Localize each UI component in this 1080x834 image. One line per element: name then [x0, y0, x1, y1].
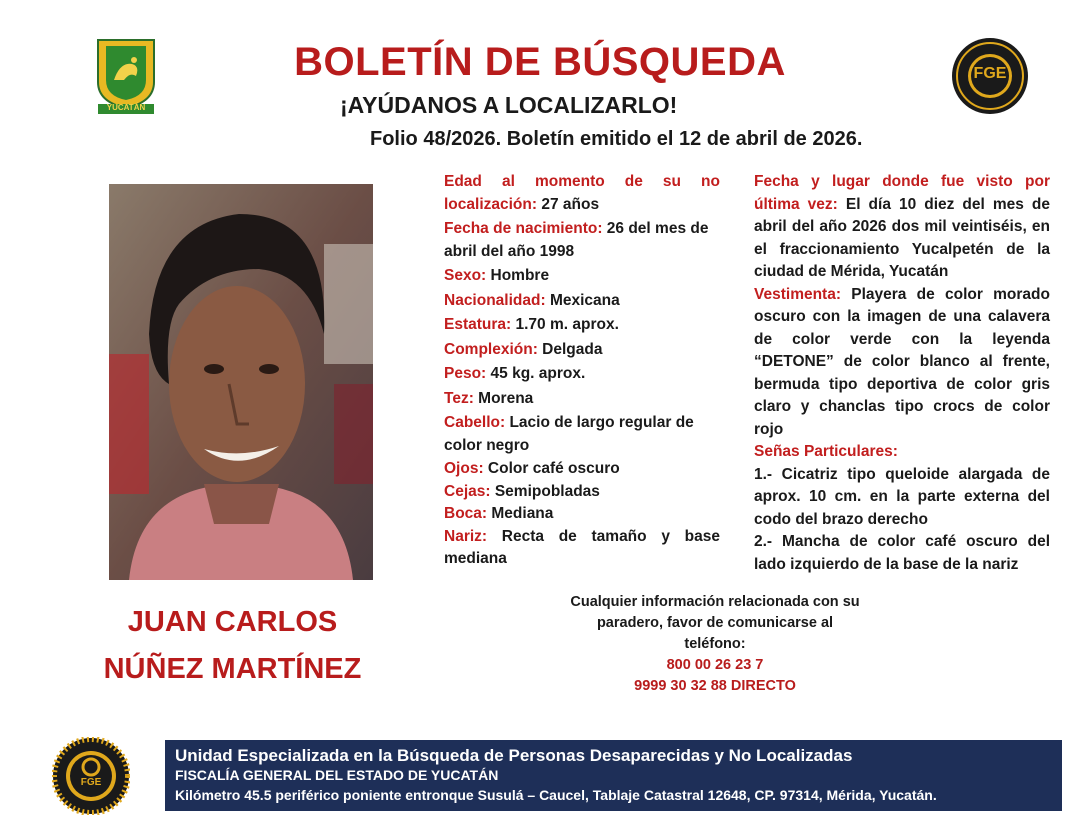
detail-hair [444, 412, 720, 457]
bottom-seal-label: FGE [80, 777, 102, 788]
detail-last-seen [754, 171, 1050, 284]
contact-line: paradero, favor de comunicarse al [596, 615, 834, 631]
detail-value: El día 10 diez del mes de abril del año 2026 dos mil veintiséis, en el fraccionamiento Yucalpetén de la ciudad de Mérida, Yucatán [754, 195, 1051, 280]
detail-value: Semipobladas [490, 482, 600, 500]
detail-mark-2: 2.- Mancha de color café oscuro del lado izquierdo de la base de la nariz [754, 533, 1050, 573]
person-name-first: JUAN CARLOS [127, 606, 338, 638]
detail-nationality [444, 290, 720, 313]
detail-value: Color café oscuro [483, 460, 620, 477]
detail-mouth [444, 503, 720, 526]
detail-build [444, 339, 720, 362]
detail-value: 1.70 m. aprox. [511, 316, 619, 333]
detail-marks-heading [754, 441, 1050, 464]
detail-value: Recta de tamaño y base mediana [444, 527, 720, 567]
detail-value: 45 kg. aprox. [486, 365, 586, 382]
footer-banner [165, 740, 1062, 811]
detail-weight [444, 363, 720, 386]
detail-value: Lacio de largo regular de color negro [444, 414, 694, 454]
detail-eyes [444, 458, 720, 481]
detail-value: Hombre [486, 267, 550, 284]
detail-clothing [754, 284, 1050, 442]
detail-label: Estatura: [444, 316, 512, 333]
detail-label: Sexo: [444, 267, 487, 284]
detail-label: Fecha y lugar donde fue visto por última vez: [754, 173, 1050, 213]
detail-label: Señas Particulares: [754, 443, 898, 460]
footer-address: Kilómetro 45.5 periférico poniente entronque Susulá – Caucel, Tablaje Catastral 12648, CP. 97314, Mérida, Yucatán. [175, 787, 937, 803]
detail-label: Ojos: [444, 460, 484, 477]
person-name-last: NÚÑEZ MARTÍNEZ [103, 653, 362, 685]
detail-value: Delgada [537, 340, 603, 358]
detail-label: Nacionalidad: [444, 291, 546, 309]
detail-complexion [444, 388, 720, 411]
missing-person-photo [109, 184, 373, 580]
detail-value: Morena [473, 389, 534, 407]
detail-label: Vestimenta: [754, 285, 842, 303]
detail-value: 26 del mes de abril del año 1998 [444, 220, 709, 260]
footer-unit-name: Unidad Especializada en la Búsqueda de Personas Desaparecidas y No Localizadas [175, 746, 853, 765]
bulletin-title: BOLETÍN DE BÚSQUEDA [294, 40, 786, 84]
contact-phone: 9999 30 32 88 DIRECTO [634, 678, 796, 694]
detail-label: Fecha de nacimiento: [444, 220, 603, 237]
detail-eyebrows [444, 481, 720, 504]
contact-phone: 800 00 26 23 7 [666, 657, 764, 673]
contact-line: Cualquier información relacionada con su [570, 594, 860, 610]
detail-value: Mexicana [545, 291, 620, 309]
fge-seal-label: FGE [973, 65, 1007, 82]
fge-bottom-seal-logo [52, 737, 130, 815]
detail-nose [444, 526, 720, 571]
detail-age [444, 171, 720, 216]
detail-birthdate [444, 218, 720, 263]
detail-mark-1: 1.- Cicatriz tipo queloide alargada de aprox. 10 cm. en la parte externa del codo del brazo derecho [754, 465, 1050, 528]
crest-caption: YUCATÁN [106, 103, 146, 112]
footer-agency-name: FISCALÍA GENERAL DEL ESTADO DE YUCATÁN [175, 767, 499, 783]
detail-height [444, 314, 720, 337]
detail-sex [444, 265, 720, 288]
detail-value: Mediana [487, 505, 554, 522]
detail-label: Cejas: [444, 482, 491, 500]
folio-line: Folio 48/2026. Boletín emitido el 12 de abril de 2026. [370, 128, 863, 150]
detail-label: Peso: [444, 365, 487, 382]
details-right-column [754, 171, 1050, 576]
detail-label: Nariz: [444, 527, 488, 545]
contact-line: teléfono: [684, 636, 746, 652]
detail-value: Playera de color morado oscuro con la imagen de una calavera de color verde con la leyenda “DETONE” de color blanco al frente, bermuda tipo deportiva de color gris claro y chanclas tipo crocs de color rojo [754, 285, 1050, 438]
detail-label: Tez: [444, 389, 474, 407]
detail-label: Complexión: [444, 340, 538, 358]
detail-label: Boca: [444, 505, 488, 522]
bulletin-subtitle: ¡AYÚDANOS A LOCALIZARLO! [340, 92, 678, 118]
contact-block [520, 592, 910, 697]
details-left-column [444, 171, 720, 571]
detail-label: Edad al momento de su no localización: [444, 173, 720, 213]
detail-value: 27 años [537, 195, 600, 213]
detail-label: Cabello: [444, 414, 506, 431]
